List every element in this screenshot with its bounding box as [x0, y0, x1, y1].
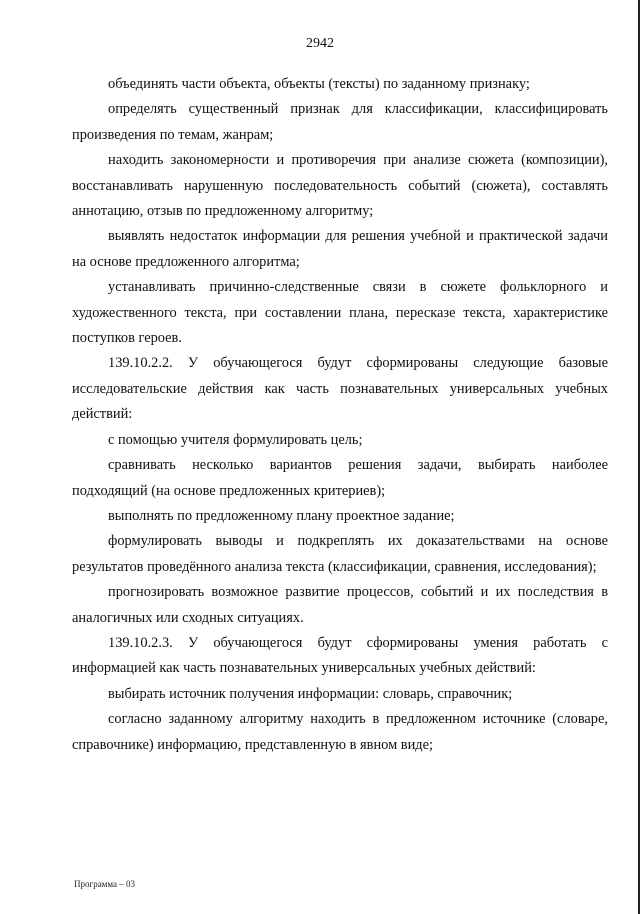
paragraph: объединять части объекта, объекты (тексты) по заданному признаку; — [108, 76, 530, 92]
paragraph: определять существенный признак для классификации, классифицировать произведения по темам, жанрам; — [72, 101, 608, 143]
paragraph: находить закономерности и противоречия при анализе сюжета (композиции), восстанавливать нарушенную последовательность событий (сюжета), составлять аннотацию, отзыв по предложенному алгоритму; — [72, 152, 608, 220]
section-paragraph: 139.10.2.2. У обучающегося будут сформированы следующие базовые исследовательские действия как часть познавательных универсальных учебных действий: — [72, 355, 608, 423]
paragraph: с помощью учителя формулировать цель; — [108, 431, 363, 448]
paragraph: согласно заданному алгоритму находить в предложенном источнике (словаре, справочнике) информацию, представленную в явном виде; — [72, 711, 608, 753]
paragraph: выполнять по предложенному плану проектное задание; — [108, 507, 455, 524]
paragraph: выбирать источник получения информации: словарь, справочник; — [108, 685, 513, 702]
page-number: 2942 — [306, 36, 334, 51]
section-paragraph: 139.10.2.3. У обучающегося будут сформированы умения работать с информацией как часть познавательных универсальных учебных действий: — [72, 634, 608, 677]
paragraph: формулировать выводы и подкреплять их доказательствами на основе результатов проведённого анализа текста (классификации, сравнения, исследования); — [72, 533, 608, 575]
paragraph: прогнозировать возможное развитие процессов, событий и их последствия в аналогичных или сходных ситуациях. — [72, 584, 608, 626]
paragraph: выявлять недостаток информации для решения учебной и практической задачи на основе предложенного алгоритма; — [72, 228, 608, 270]
document-body — [72, 72, 608, 758]
paragraph: сравнивать несколько вариантов решения задачи, выбирать наиболее подходящий (на основе предложенных критериев); — [72, 457, 608, 499]
footer-label: Программа – 03 — [74, 879, 136, 889]
paragraph: устанавливать причинно-следственные связи в сюжете фольклорного и художественного текста, при составлении плана, пересказе текста, характеристике поступков героев. — [72, 279, 608, 347]
